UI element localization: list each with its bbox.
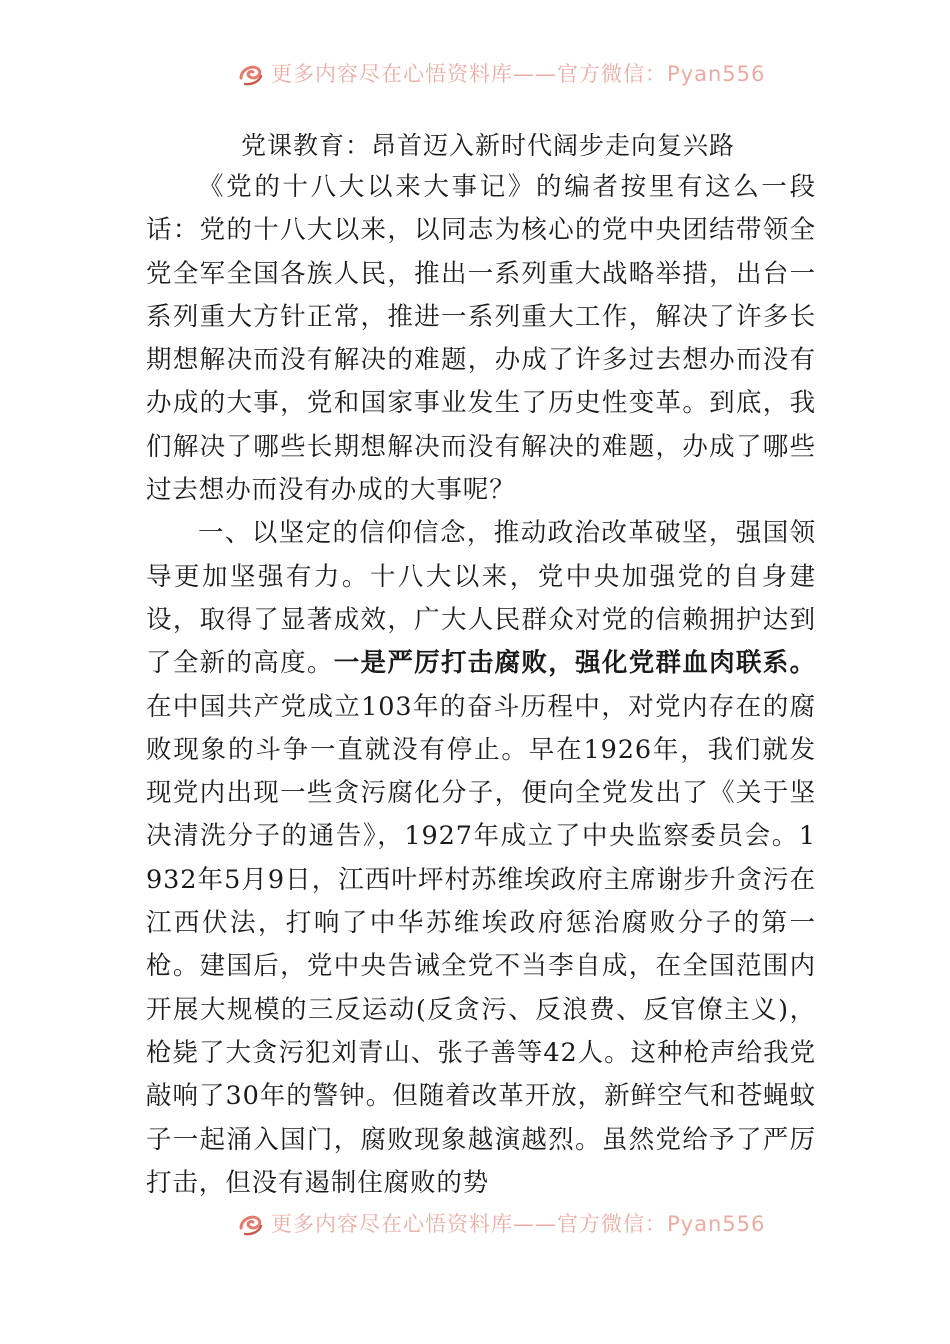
swirl-logo-icon [235, 58, 265, 88]
footer-watermark [235, 1206, 766, 1240]
document-title: 党课教育：昂首迈入新时代阔步走向复兴路 [240, 131, 735, 160]
watermark-text: 更多内容尽在心悟资料库——官方微信：Pyan556 [271, 62, 766, 86]
paragraph-intro: 《党的十八大以来大事记》的编者按里有这么一段话：党的十八大以来，以同志为核心的党中央团结带领全党全军全国各族人民，推出一系列重大战略举措，出台一系列重大方针正常，推进一系列重大工作，解决了许多长期想解决而没有解决的难题，办成了许多过去想办而没有办成的大事，党和国家事业发生了历史性变革。到底，我们解决了哪些长期想解决而没有解决的难题，办成了哪些过去想办而没有办成的大事呢？ [146, 172, 816, 506]
document-body [146, 126, 816, 1205]
watermark-text: 更多内容尽在心悟资料库——官方微信：Pyan556 [271, 1212, 766, 1236]
swirl-logo-icon [235, 1208, 265, 1238]
section-one-bold-heading: 一是严厉打击腐败，强化党群血肉联系。 [333, 648, 816, 679]
section-one-body: 在中国共产党成立103年的奋斗历程中，对党内存在的腐败现象的斗争一直就没有停止。早在1926年，我们就发现党内出现一些贪污腐化分子，便向全党发出了《关于坚决清洗分子的通告》，1927年成立了中央监察委员会。1932年5月9日，江西叶坪村苏维埃政府主席谢步升贪污在江西伏法，打响了中华苏维埃政府惩治腐败分子的第一枪。建国后，党中央告诫全党不当李自成，在全国范围内开展大规模的三反运动(反贪污、反浪费、反官僚主义)，枪毙了大贪污犯刘青山、张子善等42人。这种枪声给我党敲响了30年的警钟。但随着改革开放，新鲜空气和苍蝇蚊子一起涌入国门，腐败现象越演越烈。虽然党给予了严厉打击，但没有遏制住腐败的势 [146, 691, 816, 1198]
header-watermark [235, 56, 766, 90]
paragraph-section-one [146, 512, 816, 1205]
section-one-intro: 一、以坚定的信仰信念，推动政治改革破坚，强国领导更加坚强有力。十八大以来，党中央加强党的自身建设，取得了显著成效，广大人民群众对党的信赖拥护达到了全新的高度。 [146, 518, 816, 679]
